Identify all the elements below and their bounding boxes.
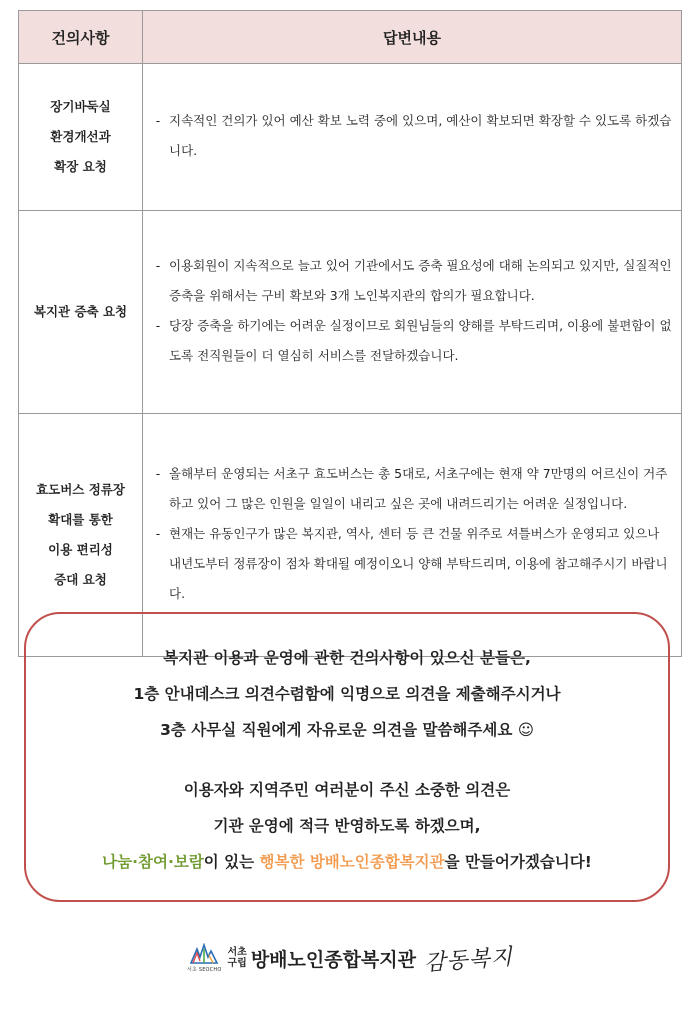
answer-item	[147, 459, 675, 519]
logo-small-top: 서초	[227, 947, 247, 958]
topic-line: 효도버스 정류장	[36, 482, 125, 497]
seocho-logo-icon	[187, 943, 222, 973]
dash-bullet: -	[155, 466, 161, 481]
logo-sub-text: 서초 SEOCHO	[186, 967, 222, 973]
answer-item	[147, 106, 675, 166]
answer-text: 지속적인 건의가 있어 예산 확보 노력 중에 있으며, 예산이 확보되면 확장할 수 있도록 하겠습니다.	[169, 113, 672, 158]
topic-line: 확대를 통한	[48, 512, 113, 527]
topic-line: 환경개선과	[50, 129, 111, 144]
answer-text: 당장 증축을 하기에는 어려운 실정이므로 회원님들의 양해를 부탁드리며, 이용에 불편함이 없도록 전직원들이 더 열심히 서비스를 전달하겠습니다.	[169, 318, 672, 363]
row-answer	[143, 211, 682, 414]
footer-logo	[0, 928, 700, 988]
answer-text: 이용회원이 지속적으로 늘고 있어 기관에서도 증축 필요성에 대해 논의되고 있지만, 실질적인 증축을 위해서는 구비 확보와 3개 노인복지관의 합의가 필요합니다.	[169, 258, 672, 303]
row-topic	[19, 64, 143, 211]
slogan-end: 을 만들어가겠습니다!	[444, 853, 592, 871]
answer-item	[147, 251, 675, 311]
header-suggestion: 건의사항	[19, 11, 143, 64]
dash-bullet: -	[155, 526, 161, 541]
dash-bullet: -	[155, 113, 161, 128]
notice-line: 복지관 이용과 운영에 관한 건의사항이 있으신 분들은,	[163, 649, 531, 667]
notice-closing-line	[26, 844, 668, 880]
topic-line: 장기바둑실	[50, 99, 111, 114]
slogan-orange: 행복한 방배노인종합복지관	[259, 853, 445, 871]
dash-bullet: -	[155, 318, 161, 333]
answer-text: 올해부터 운영되는 서초구 효도버스는 총 5대로, 서초구에는 현재 약 7만명의 어르신이 거주하고 있어 그 많은 인원을 일일이 내리고 싶은 곳에 내려드리기는 어려운 실정입니다.	[169, 466, 668, 511]
header-answer: 답변내용	[143, 11, 682, 64]
notice-line: 이용자와 지역주민 여러분이 주신 소중한 의견은	[183, 781, 511, 799]
notice-line: 3층 사무실 직원에게 자유로운 의견을 말씀해주세요 ☺	[160, 721, 534, 739]
suggestion-answer-table	[18, 10, 682, 657]
topic-line: 증대 요청	[54, 572, 107, 587]
notice-line: 기관 운영에 적극 반영하도록 하겠으며,	[213, 817, 481, 835]
row-answer	[143, 64, 682, 211]
logo-small-text	[227, 947, 246, 969]
dash-bullet: -	[155, 258, 161, 273]
notice-line: 1층 안내데스크 의견수렴함에 익명으로 의견을 제출해주시거나	[133, 685, 561, 703]
slogan-green: 나눔·참여·보람	[102, 853, 204, 871]
table-row	[19, 64, 682, 211]
notice-box	[24, 612, 670, 902]
topic-line: 이용 편리성	[48, 542, 113, 557]
answer-text: 현재는 유동인구가 많은 복지관, 역사, 센터 등 큰 건물 위주로 셔틀버스가 운영되고 있으나 내년도부터 정류장이 점차 확대될 예정이오니 양해 부탁드리며, 이용에 참고해주시기 바랍니다.	[169, 526, 668, 601]
answer-item	[147, 311, 675, 371]
row-topic	[19, 211, 143, 414]
table-row	[19, 211, 682, 414]
topic-line: 확장 요청	[54, 159, 107, 174]
logo-small-bottom: 구립	[227, 958, 247, 969]
slogan-mid: 이 있는	[203, 853, 260, 871]
topic-line: 복지관 증축 요청	[33, 304, 128, 319]
signature-slogan: 감동복지	[423, 944, 514, 976]
answer-item	[147, 519, 675, 609]
organization-name: 방배노인종합복지관	[250, 948, 416, 971]
